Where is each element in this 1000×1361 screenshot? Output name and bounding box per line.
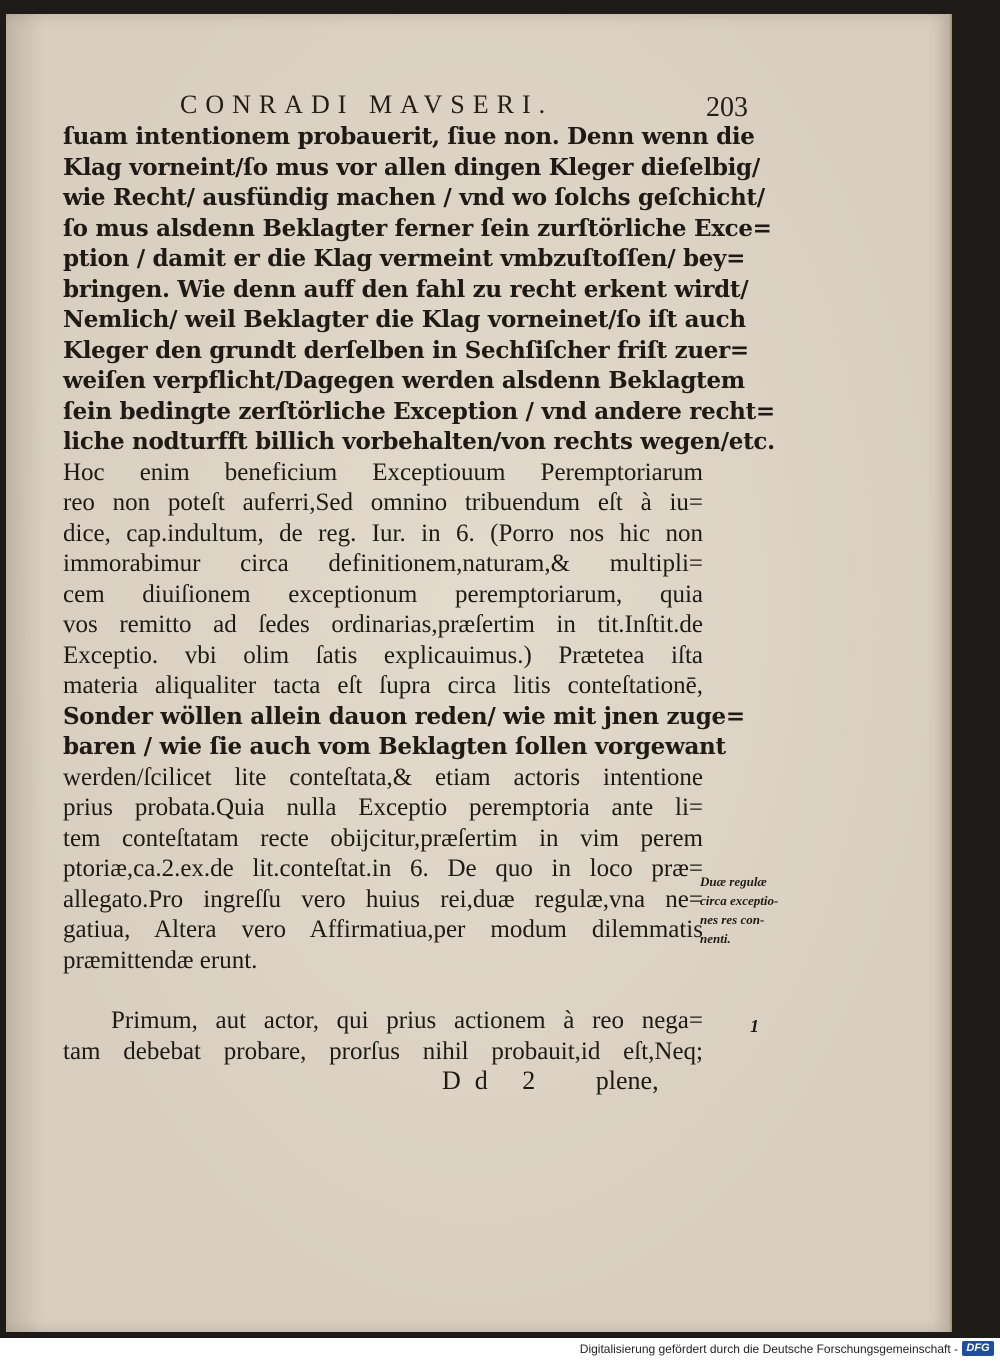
text-line: werden/ſcilicet lite conteſtata,& etiam actoris intentione <box>63 763 703 791</box>
text-line: liche nodturfft billich vorbehalten/von rechts wegen/etc. <box>63 428 775 455</box>
text-line: cem diuiſionem exceptionum peremptoriarum, quia <box>63 580 703 608</box>
margin-note-line: nenti. <box>700 931 731 946</box>
text-line: bringen. Wie denn auff den fahl zu recht erkent wirdt/ <box>63 275 749 303</box>
text-line: Hoc enim beneficium Exceptiouum Peremptoriarum <box>63 458 703 486</box>
page-number: 203 <box>706 92 748 123</box>
dfg-logo-icon: DFG <box>962 1341 994 1356</box>
text-line: Primum, aut actor, qui prius actionem à reo nega= <box>111 1007 703 1034</box>
text-line: ption / damit er die Klag vermeint vmbzuſtoſſen/ bey= <box>63 245 746 272</box>
text-line: immorabimur circa definitionem,naturam,& multipli= <box>63 550 703 577</box>
text-line: weiſen verpflicht/Dagegen werden alsdenn Beklagtem <box>63 367 745 394</box>
text-line: Nemlich/ weil Beklagter die Klag vorneinet/ſo iſt auch <box>63 306 746 333</box>
text-line: reo non poteſt auferri,Sed omnino tribuendum eſt à iu= <box>63 489 703 516</box>
text-line: allegato.Pro ingreſſu vero huius rei,duæ regulæ,vna ne= <box>63 885 703 913</box>
margin-note-line: nes res con- <box>700 912 765 927</box>
text-line: gatiua, Altera vero Affirmatiua,per modum dilemmatis <box>63 916 703 943</box>
text-line: wie Recht/ ausfündig machen / vnd wo ſolchs geſchicht/ <box>63 184 765 211</box>
text-line: prius probata.Quia nulla Exceptio peremptoria ante li= <box>63 794 703 821</box>
book-page <box>6 14 952 1332</box>
text-line: Kleger den grundt derſelben in Sechſiſcher friſt zuer= <box>63 336 749 364</box>
margin-number: 1 <box>750 1016 759 1036</box>
margin-note <box>700 872 830 948</box>
signature-mark: Dd 2 <box>442 1066 550 1095</box>
text-line: ſuam intentionem probauerit, ſiue non. Denn wenn die <box>63 123 755 150</box>
footer-bar <box>0 1338 1000 1361</box>
footer-credit: Digitalisierung gefördert durch die Deutsche Forschungsgemeinschaft - <box>579 1342 958 1356</box>
text-line: vos remitto ad ſedes ordinarias,præſertim in tit.Inſtit.de <box>63 611 703 638</box>
text-line: ſein bedingte zerſtörliche Exception / vnd andere recht= <box>63 397 775 425</box>
text-line: tem conteſtatam recte obijcitur,præſertim in vim perem <box>63 824 703 852</box>
text-line: baren / wie ſie auch vom Beklagten ſollen vorgewant <box>63 733 726 760</box>
text-line: Klag vorneint/ſo mus vor allen dingen Kleger dieſelbig/ <box>63 153 760 181</box>
text-line: dice, cap.indultum, de reg. Iur. in 6. (Porro nos hic non <box>63 519 703 547</box>
catchword: plene, <box>595 1066 659 1095</box>
text-line: præmittendæ erunt. <box>63 946 258 974</box>
margin-note-line: circa exceptio- <box>700 893 779 908</box>
text-line: ſo mus alsdenn Beklagter ferner ſein zurſtörliche Exce= <box>63 214 772 242</box>
text-line: ptoriæ,ca.2.ex.de lit.conteſtat.in 6. De quo in loco præ= <box>63 855 703 882</box>
text-line: Exceptio. vbi olim ſatis explicauimus.) Prætetea iſta <box>63 641 703 669</box>
text-line: Sonder wöllen allein dauon reden/ wie mit jnen zuge= <box>63 702 745 730</box>
paragraph-gap <box>63 976 703 1006</box>
running-header: CONRADI MAVSERI. <box>180 90 554 119</box>
text-line: tam debebat probare, prorſus nihil probauit,id eſt,Neq; <box>63 1037 703 1065</box>
margin-note-line: Duæ regulæ <box>700 874 767 889</box>
text-line: materia aliqualiter tacta eſt ſupra circa litis conteſtationē, <box>63 672 703 699</box>
catchword-line <box>442 1066 659 1096</box>
